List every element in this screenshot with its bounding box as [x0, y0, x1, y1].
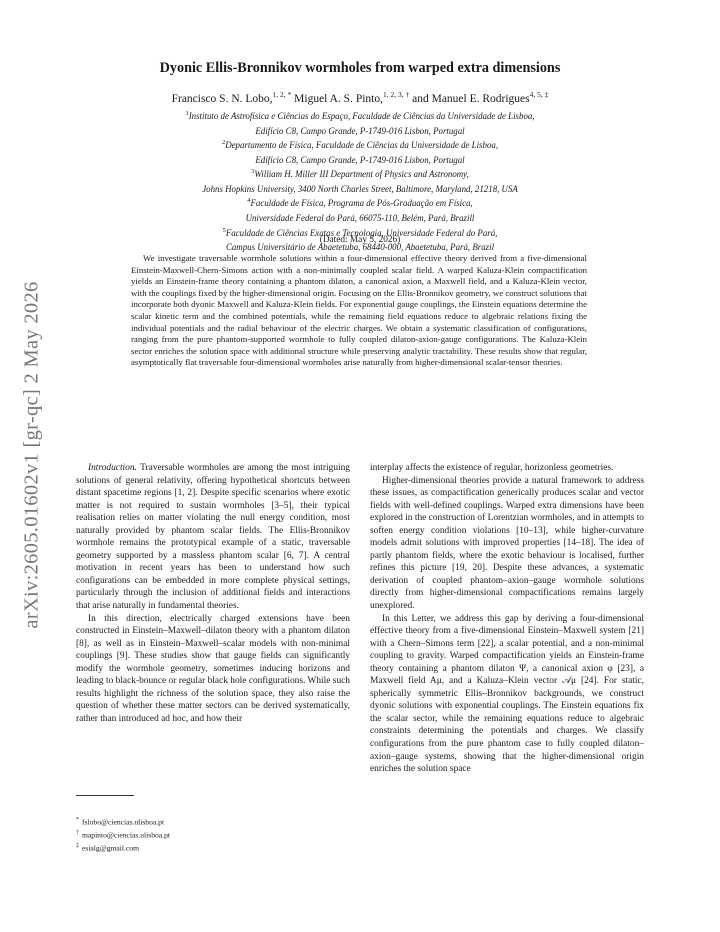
- left-column: [76, 462, 350, 725]
- footnote-mark: †: [76, 830, 79, 837]
- footnote-email: esialg@gmail.com: [82, 843, 139, 853]
- section-lead: Introduction.: [88, 463, 137, 473]
- affiliation-list: [120, 108, 600, 254]
- affiliation-text: Departamento de Física, Faculdade de Ciências da Universidade de Lisboa,: [225, 140, 499, 151]
- paper-title: Dyonic Ellis-Bronnikov wormholes from warped extra dimensions: [159, 60, 561, 76]
- affiliation-text: Instituto de Astrofísica e Ciências do Espaço, Faculdade de Ciências da Universidade de Lisboa,: [188, 110, 535, 121]
- affiliation-text: Johns Hopkins University, 3400 North Charles Street, Baltimore, Maryland, 21218, USA: [202, 183, 518, 194]
- affiliation-line: [120, 166, 600, 181]
- affiliation-line: [120, 123, 600, 138]
- affiliation-text: Edifício C8, Campo Grande, P-1749-016 Lisbon, Portugal: [255, 125, 465, 136]
- affiliation-sup: 3: [251, 168, 255, 176]
- footnotes: [76, 815, 170, 854]
- affiliation-line: [120, 108, 600, 123]
- footnote-mark: ‡: [76, 843, 79, 850]
- affiliation-text: Universidade Federal do Pará, 66075-110, Belém, Pará, Brazill: [245, 212, 475, 223]
- affiliation-text: Edifício C8, Campo Grande, P-1749-016 Lisbon, Portugal: [255, 154, 465, 165]
- author-name: Francisco S. N. Lobo,: [171, 92, 273, 105]
- right-column: [370, 462, 644, 776]
- paragraph: Higher-dimensional theories provide a natural framework to address these issues, as compactification generically produces scalar and vector fields with well-defined couplings. Warped extra dimensions have been explored in the construction of Lorentzian wormholes, and in attempts to soften energy condition violations [10–13], while higher-curvature models admit solutions with improved properties [14–18]. The idea of partly phantom fields, where the exotic behaviour is localised, further refines this picture [19, 20]. Despite these advances, a systematic derivation of coupled phantom–axion–gauge wormhole solutions directly from higher-dimensional compactifications remains largely unexplored.: [370, 475, 644, 612]
- author-name: and Manuel E. Rodrigues: [412, 92, 530, 105]
- affiliation-sup: 1: [185, 110, 189, 117]
- paragraph-text: Traversable wormholes are among the most intriguing solutions of general relativity, offering hypothetical shortcuts between distant spacetime regions [1, 2]. Despite specific scenarios where exotic matter is not required to sustain wormholes [3–5], their typical realisation relies on matter violating the null energy condition, most naturally provided by phantom scalar fields. The Ellis-Bronnikov wormhole remains the prototypical example of a static, traversable geometry supported by a massless phantom scalar [6, 7]. A central motivation in recent years has been to understand how such configurations can be embedded in more complete physical settings, particularly through the inclusion of additional fields and interactions that arise naturally in fundamental theories.: [76, 463, 350, 612]
- arxiv-id: arXiv:2605.01602v1 [gr-qc] 2 May 2026: [20, 281, 43, 629]
- affiliation-line: [120, 137, 600, 152]
- dated-line: (Dated: May 5, 2026): [319, 235, 401, 245]
- footnote-email: fslobo@ciencias.ulisboa.pt: [82, 817, 165, 827]
- author-name: Miguel A. S. Pinto,: [294, 92, 383, 105]
- footnote-mark: *: [76, 817, 79, 823]
- affiliation-line: [120, 181, 600, 196]
- abstract-text: We investigate traversable wormhole solutions within a four-dimensional effective theory derived from a five-dimensional Einstein-Maxwell-Chern-Simons action with a non-minimally coupled scalar field. A warped Kaluza-Klein compactification yields an Einstein-frame theory containing a phantom dilaton, a canonical axion, a Maxwell field, and a Kaluza-Klein vector, with the couplings fixed by the higher-dimensional origin. Focusing on the Ellis-Bronnikov geometry, we construct solutions that incorporate both dyonic Maxwell and Kaluza-Klein fields. For exponential gauge couplings, the Einstein equations determine the scalar kinetic term and the combined potentials, while the remaining field equations reduce to algebraic relations fixing the individual potentials and the radial behaviour of the electric charges. We obtain a systematic classification of configurations, ranging from the pure phantom-supported wormhole to fully coupled dilaton-axion-gauge configurations. The Kaluza-Klein sector enriches the solution space with additional structure while preserving analytic tractability. These results show that regular, asymptotically flat traversable four-dimensional wormholes arise naturally from higher-dimensional scalar-tensor theories.: [131, 253, 587, 368]
- affiliation-text: William H. Miller III Department of Physics and Astronomy,: [254, 169, 469, 180]
- footnote: [76, 841, 170, 854]
- affiliation-line: [120, 210, 600, 225]
- footnote: [76, 828, 170, 841]
- affiliation-sup: 5: [222, 226, 226, 234]
- footnote-email: mapinto@ciencias.ulisboa.pt: [82, 830, 170, 840]
- author-sup: 1, 2, *: [272, 90, 292, 99]
- affiliation-text: Faculdade de Ciências Exatas e Tecnologia, Universidade Federal do Pará,: [225, 227, 498, 238]
- author-sup: 4, 5, ‡: [529, 90, 549, 99]
- author-sup: 1, 2, 3, †: [382, 90, 410, 99]
- affiliation-sup: 2: [221, 139, 226, 147]
- affiliation-sup: 4: [247, 197, 251, 205]
- affiliation-line: [120, 152, 600, 167]
- arxiv-stamp: [14, 245, 50, 665]
- affiliation-line: [120, 195, 600, 210]
- footnote: [76, 815, 170, 828]
- affiliation-text: Faculdade de Física, Programa de Pós-Graduação em Física,: [250, 198, 473, 209]
- paragraph: [76, 462, 350, 613]
- abstract: [131, 253, 587, 369]
- author-list: [0, 90, 720, 105]
- footnote-rule: [76, 795, 134, 796]
- paragraph: interplay affects the existence of regular, horizonless geometries.: [370, 463, 614, 473]
- paragraph: In this direction, electrically charged extensions have been constructed in Einstein–Maxwell–dilaton theory with a phantom dilaton [8], as well as in Einstein–Maxwell–scalar models with non-minimal couplings [9]. These studies show that gauge fields can significantly modify the wormhole geometry, sometimes inducing horizons and leading to black-bounce or regular black hole configurations. While such results highlight the richness of the solution space, they also raise the question of whether these matter sectors can be derived systematically, rather than introduced ad hoc, and how their: [76, 613, 350, 724]
- affiliation-text: Campus Universitário de Abaetetuba, 68440-000, Abaetetuba, Pará, Brazil: [225, 242, 495, 253]
- paragraph: In this Letter, we address this gap by deriving a four-dimensional effective theory from a five-dimensional Einstein–Maxwell system [21] with a Chern–Simons term [22], a scalar potential, and a non-minimal coupling to gravity. Warped compactification yields an Einstein-frame theory containing a phantom dilaton Ψ, a canonical axion φ [23], a Maxwell field Aμ, and a Kaluza–Klein vector 𝒜μ [24]. For static, spherically symmetric Ellis–Bronnikov backgrounds, we construct dyonic solutions with exponential couplings. The Einstein equations fix the scalar sector, while the remaining equations reduce to algebraic constraints determining the potentials and charges. We classify configurations from the pure phantom case to fully coupled dilaton–axion–gauge systems, showing that the higher-dimensional origin enriches the solution space: [370, 613, 644, 775]
